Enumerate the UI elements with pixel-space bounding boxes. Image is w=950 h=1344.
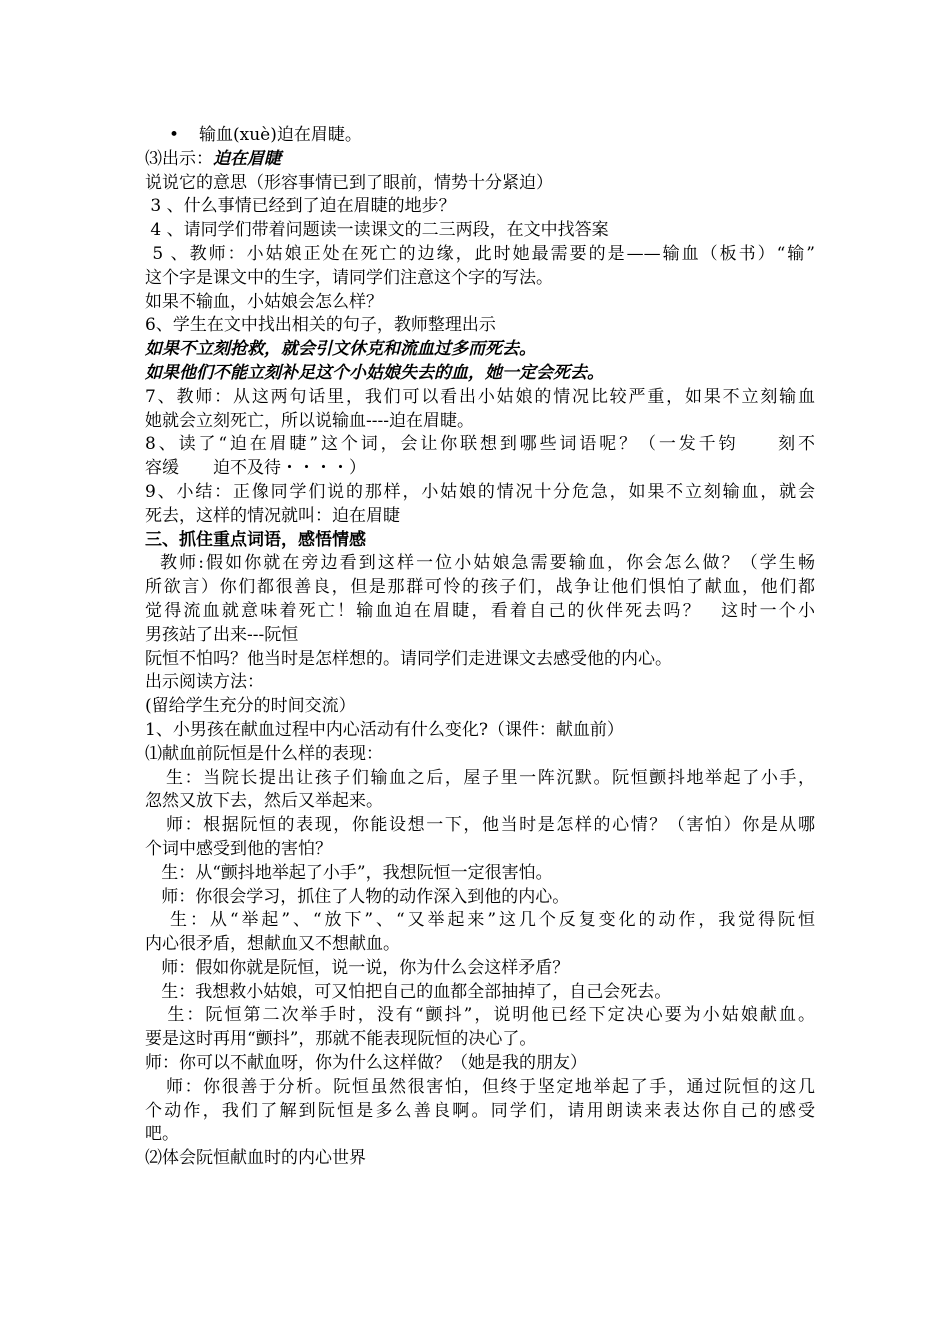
text-line: 忽然又放下去，然后又举起来。 [145, 791, 383, 812]
text-line: 个词中感受到他的害怕？ [145, 838, 332, 859]
line-prefix: ⑶出示： [145, 148, 213, 169]
text-line: 觉得流血就意味着死亡！输血迫在眉睫，看着自己的伙伴死去吗？ 这时一个小 [145, 600, 815, 621]
text-line: 生：当院长提出让孩子们输血之后，屋子里一阵沉默。阮恒颤抖地举起了小手， [145, 767, 815, 788]
text-line: 师：你很善于分析。阮恒虽然很害怕，但终于坚定地举起了手，通过阮恒的这几 [145, 1076, 815, 1097]
bullet-item [145, 124, 815, 148]
text-line: 内心很矛盾，想献血又不想献血。 [145, 934, 400, 955]
document-body [145, 148, 815, 1171]
text-line: 教师:假如你就在旁边看到这样一位小姑娘急需要输血，你会怎么做？（学生畅 [145, 553, 815, 574]
text-line: 三、抓住重点词语，感悟情感 [145, 529, 366, 550]
text-line: 个动作，我们了解到阮恒是多么善良啊。同学们，请用朗读来表达你自己的感受 [145, 1100, 815, 1121]
text-line: 生：阮恒第二次举手时，没有“颤抖”，说明他已经下定决心要为小姑娘献血。 [145, 1005, 815, 1026]
text-line: 7、教师：从这两句话里，我们可以看出小姑娘的情况比较严重，如果不立刻输血 [145, 386, 815, 407]
text-line: 说说它的意思（形容事情已到了眼前，情势十分紧迫） [145, 172, 553, 193]
text-line: 6、学生在文中找出相关的句子，教师整理出示 [145, 315, 496, 336]
text-line: 生：从“颤抖地举起了小手”，我想阮恒一定很害怕。 [145, 862, 553, 883]
text-line: 师：根据阮恒的表现，你能设想一下，他当时是怎样的心情？（害怕）你是从哪 [145, 815, 815, 836]
text-line: 容缓 迫不及待・・・・） [145, 458, 366, 479]
bullet-icon: • [169, 125, 180, 145]
text-line: 1、小男孩在献血过程中内心活动有什么变化?（课件：献血前） [145, 719, 624, 740]
text-line: 所欲言）你们都很善良，但是那群可怜的孩子们，战争让他们惧怕了献血，他们都 [145, 577, 815, 598]
text-line: 师：假如你就是阮恒，说一说，你为什么会这样矛盾？ [145, 957, 570, 978]
text-line: 如果他们不能立刻补足这个小姑娘失去的血，她一定会死去。 [145, 362, 604, 383]
text-line: 死去，这样的情况就叫：迫在眉睫 [145, 505, 400, 526]
text-line: 4 、请同学们带着问题读一读课文的二三两段，在文中找答案 [145, 220, 609, 241]
text-line: 出示阅读方法： [145, 672, 264, 693]
text-line: 师：你很会学习，抓住了人物的动作深入到他的内心。 [145, 886, 570, 907]
text-line: 如果不输血，小姑娘会怎么样？ [145, 291, 383, 312]
text-line: 如果不立刻抢救，就会引文休克和流血过多而死去。 [145, 339, 536, 360]
bullet-text: 输血(xuè)迫在眉睫。 [199, 125, 362, 145]
text-line: 9、小结：正像同学们说的那样，小姑娘的情况十分危急，如果不立刻输血，就会 [145, 481, 815, 502]
emphasized-term: 迫在眉睫 [213, 148, 281, 169]
text-line: 阮恒不怕吗？他当时是怎样想的。请同学们走进课文去感受他的内心。 [145, 648, 672, 669]
text-line: 要是这时再用“颤抖”，那就不能表现阮恒的决心了。 [145, 1029, 537, 1050]
text-line: 这个字是课文中的生字，请同学们注意这个字的写法。 [145, 267, 553, 288]
text-line: 生：我想救小姑娘，可又怕把自己的血都全部抽掉了，自己会死去。 [145, 981, 672, 1002]
text-line: 男孩站了出来---阮恒 [145, 624, 299, 645]
text-line: 生：从“举起”、“放下”、“又举起来”这几个反复变化的动作，我觉得阮恒 [145, 910, 815, 931]
document-page [145, 124, 815, 1171]
text-line: 5 、教师：小姑娘正处在死亡的边缘，此时她最需要的是——输血（板书）“输” [145, 243, 815, 264]
text-line: ⑵体会阮恒献血时的内心世界 [145, 1148, 366, 1169]
text-line [145, 148, 815, 172]
text-line: 吧。 [145, 1124, 179, 1145]
text-line: 3 、什么事情已经到了迫在眉睫的地步？ [145, 196, 456, 217]
text-line: (留给学生充分的时间交流） [145, 696, 356, 717]
text-line: ⑴献血前阮恒是什么样的表现： [145, 743, 383, 764]
text-line: 8、读了“迫在眉睫”这个词，会让你联想到哪些词语呢？（一发千钧 刻不 [145, 434, 815, 455]
text-line: 她就会立刻死亡，所以说输血----迫在眉睫。 [145, 410, 474, 431]
text-line: 师：你可以不献血呀，你为什么这样做？（她是我的朋友） [145, 1053, 587, 1074]
